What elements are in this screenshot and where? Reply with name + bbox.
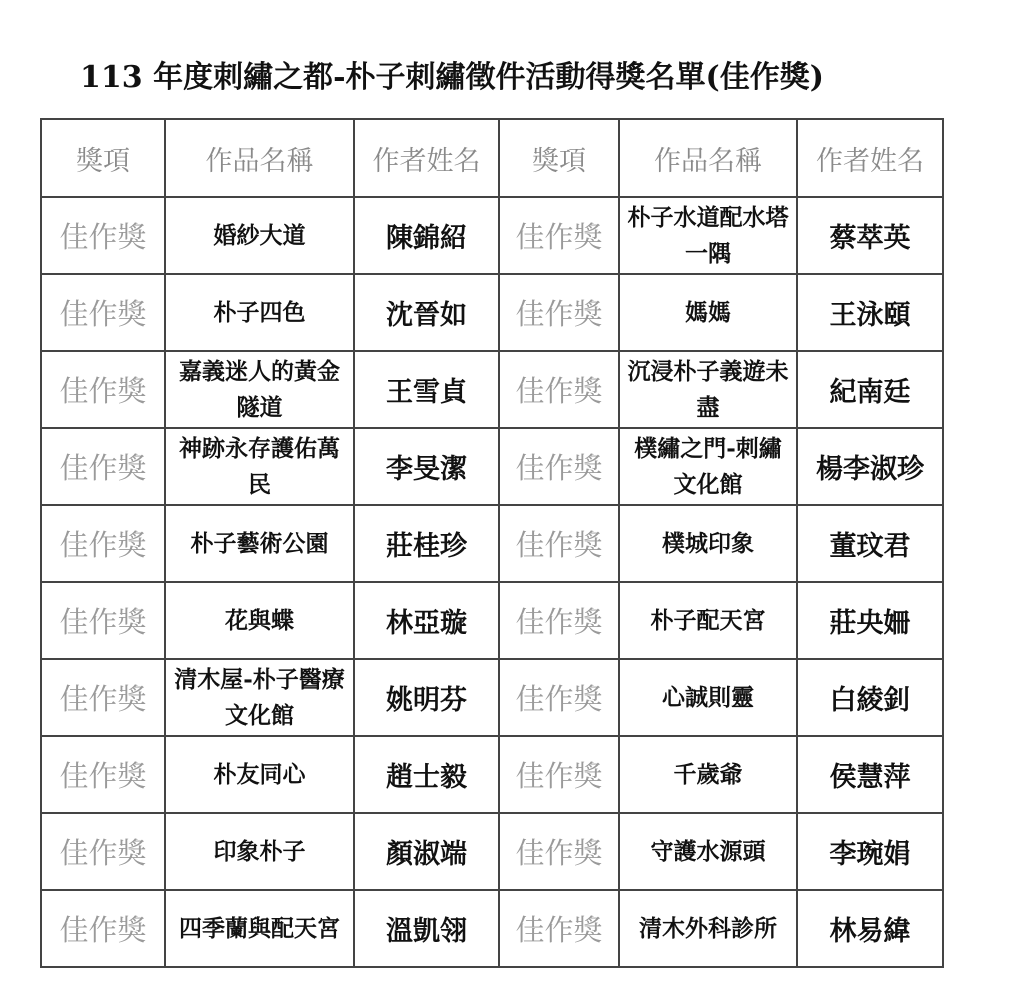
work-title-cell: 印象朴子 <box>165 813 354 890</box>
table-row <box>41 582 943 659</box>
work-title-cell: 樸繡之門-刺繡文化館 <box>619 428 797 505</box>
work-title-cell: 神跡永存護佑萬民 <box>165 428 354 505</box>
header-author-name: 作者姓名 <box>354 119 499 197</box>
table-body <box>41 197 943 967</box>
work-title-cell: 婚紗大道 <box>165 197 354 274</box>
table-row <box>41 890 943 967</box>
table-row <box>41 274 943 351</box>
award-cell: 佳作獎 <box>41 351 165 428</box>
author-name-cell: 侯慧萍 <box>797 736 943 813</box>
author-name-cell: 顏淑端 <box>354 813 499 890</box>
header-work-title: 作品名稱 <box>619 119 797 197</box>
work-title-cell: 朴子四色 <box>165 274 354 351</box>
author-name-cell: 莊桂珍 <box>354 505 499 582</box>
work-title-cell: 清木屋-朴子醫療文化館 <box>165 659 354 736</box>
award-cell: 佳作獎 <box>41 736 165 813</box>
work-title-cell: 清木外科診所 <box>619 890 797 967</box>
author-name-cell: 趙士毅 <box>354 736 499 813</box>
award-cell: 佳作獎 <box>41 428 165 505</box>
author-name-cell: 董玟君 <box>797 505 943 582</box>
header-award: 獎項 <box>499 119 619 197</box>
table-row <box>41 428 943 505</box>
award-cell: 佳作獎 <box>499 351 619 428</box>
award-cell: 佳作獎 <box>41 890 165 967</box>
award-cell: 佳作獎 <box>499 582 619 659</box>
award-cell: 佳作獎 <box>41 274 165 351</box>
award-cell: 佳作獎 <box>499 890 619 967</box>
author-name-cell: 溫凱翎 <box>354 890 499 967</box>
author-name-cell: 陳錦紹 <box>354 197 499 274</box>
work-title-cell: 朴子水道配水塔一隅 <box>619 197 797 274</box>
work-title-cell: 沉浸朴子義遊未盡 <box>619 351 797 428</box>
table-row <box>41 505 943 582</box>
author-name-cell: 李琬娟 <box>797 813 943 890</box>
author-name-cell: 紀南廷 <box>797 351 943 428</box>
award-cell: 佳作獎 <box>499 197 619 274</box>
work-title-cell: 朴子配天宮 <box>619 582 797 659</box>
work-title-cell: 朴子藝術公園 <box>165 505 354 582</box>
header-award: 獎項 <box>41 119 165 197</box>
author-name-cell: 楊李淑珍 <box>797 428 943 505</box>
work-title-cell: 樸城印象 <box>619 505 797 582</box>
award-cell: 佳作獎 <box>41 659 165 736</box>
table-row <box>41 659 943 736</box>
award-cell: 佳作獎 <box>499 428 619 505</box>
work-title-cell: 四季蘭與配天宮 <box>165 890 354 967</box>
work-title-cell: 心誠則靈 <box>619 659 797 736</box>
award-cell: 佳作獎 <box>41 505 165 582</box>
header-author-name: 作者姓名 <box>797 119 943 197</box>
table-row <box>41 813 943 890</box>
work-title-cell: 媽媽 <box>619 274 797 351</box>
award-cell: 佳作獎 <box>41 582 165 659</box>
award-cell: 佳作獎 <box>499 813 619 890</box>
award-cell: 佳作獎 <box>499 274 619 351</box>
author-name-cell: 莊央姍 <box>797 582 943 659</box>
author-name-cell: 林亞璇 <box>354 582 499 659</box>
award-cell: 佳作獎 <box>41 197 165 274</box>
author-name-cell: 王雪貞 <box>354 351 499 428</box>
author-name-cell: 蔡萃英 <box>797 197 943 274</box>
author-name-cell: 姚明芬 <box>354 659 499 736</box>
author-name-cell: 林易緯 <box>797 890 943 967</box>
work-title-cell: 守護水源頭 <box>619 813 797 890</box>
table-row <box>41 197 943 274</box>
award-table <box>40 118 944 968</box>
work-title-cell: 花與蝶 <box>165 582 354 659</box>
author-name-cell: 李旻潔 <box>354 428 499 505</box>
header-work-title: 作品名稱 <box>165 119 354 197</box>
author-name-cell: 沈晉如 <box>354 274 499 351</box>
page-title: 113 年度刺繡之都-朴子刺繡徵件活動得獎名單(佳作獎) <box>80 60 824 95</box>
award-cell: 佳作獎 <box>499 659 619 736</box>
author-name-cell: 白綾釗 <box>797 659 943 736</box>
work-title-cell: 嘉義迷人的黃金隧道 <box>165 351 354 428</box>
award-cell: 佳作獎 <box>499 736 619 813</box>
table-row <box>41 736 943 813</box>
work-title-cell: 朴友同心 <box>165 736 354 813</box>
work-title-cell: 千歲爺 <box>619 736 797 813</box>
table-row <box>41 351 943 428</box>
table-header-row <box>41 119 943 197</box>
award-cell: 佳作獎 <box>41 813 165 890</box>
award-cell: 佳作獎 <box>499 505 619 582</box>
author-name-cell: 王泳頤 <box>797 274 943 351</box>
